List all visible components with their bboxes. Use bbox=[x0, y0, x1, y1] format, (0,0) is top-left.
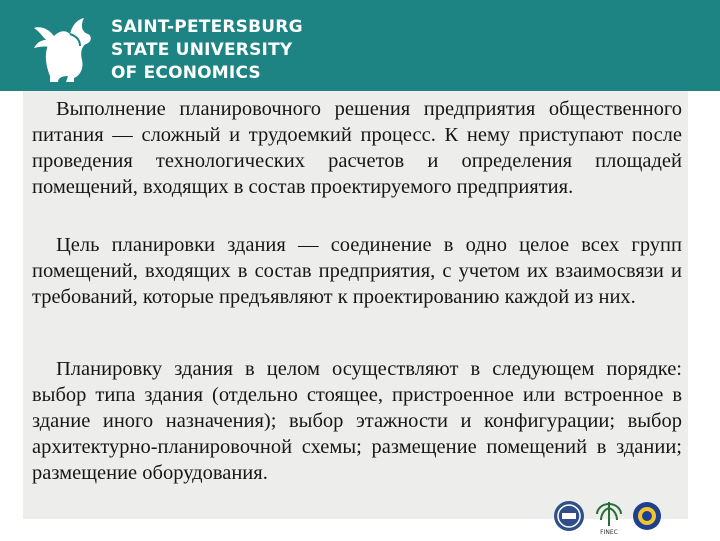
blue-emblem-icon bbox=[633, 502, 661, 530]
paragraph-planning-process: Выполнение планировочного решения предприятия общественного питания — сложный и трудоемкий процесс. К нему приступают после проведения технологических расчетов и определения площадей помещений, входящих в состав проектируемого предприятия. bbox=[32, 98, 682, 198]
palm-emblem-icon bbox=[597, 502, 621, 536]
griffin-logo-icon bbox=[30, 6, 102, 86]
slide-text-area bbox=[23, 91, 688, 519]
university-name-line-1: SAINT-PETERSBURG bbox=[111, 17, 303, 37]
paragraph-planning-order: Планировку здания в целом осуществляют в следующем порядке: выбор типа здания (отдельно стоящее, пристроенное или встроенное в здание иного назначения); выбор этажности и конфигурации; выбор архитектурно-планировочной схемы; размещение помещений в здании; размещение оборудования. bbox=[32, 358, 682, 484]
paragraph-planning-goal: Цель планировки здания — соединение в одно целое всех групп помещений, входящих в состав предприятия, с учетом их взаимосвязи и требований, которые предъявляют к проектированию каждой из них. bbox=[32, 234, 682, 308]
emblem-text: FINEC bbox=[600, 529, 618, 536]
footer-logos bbox=[551, 496, 663, 536]
university-name-line-3: OF ECONOMICS bbox=[111, 63, 261, 83]
university-seal-icon bbox=[554, 501, 584, 531]
header-banner bbox=[0, 0, 720, 91]
university-name-line-2: STATE UNIVERSITY bbox=[111, 40, 293, 60]
